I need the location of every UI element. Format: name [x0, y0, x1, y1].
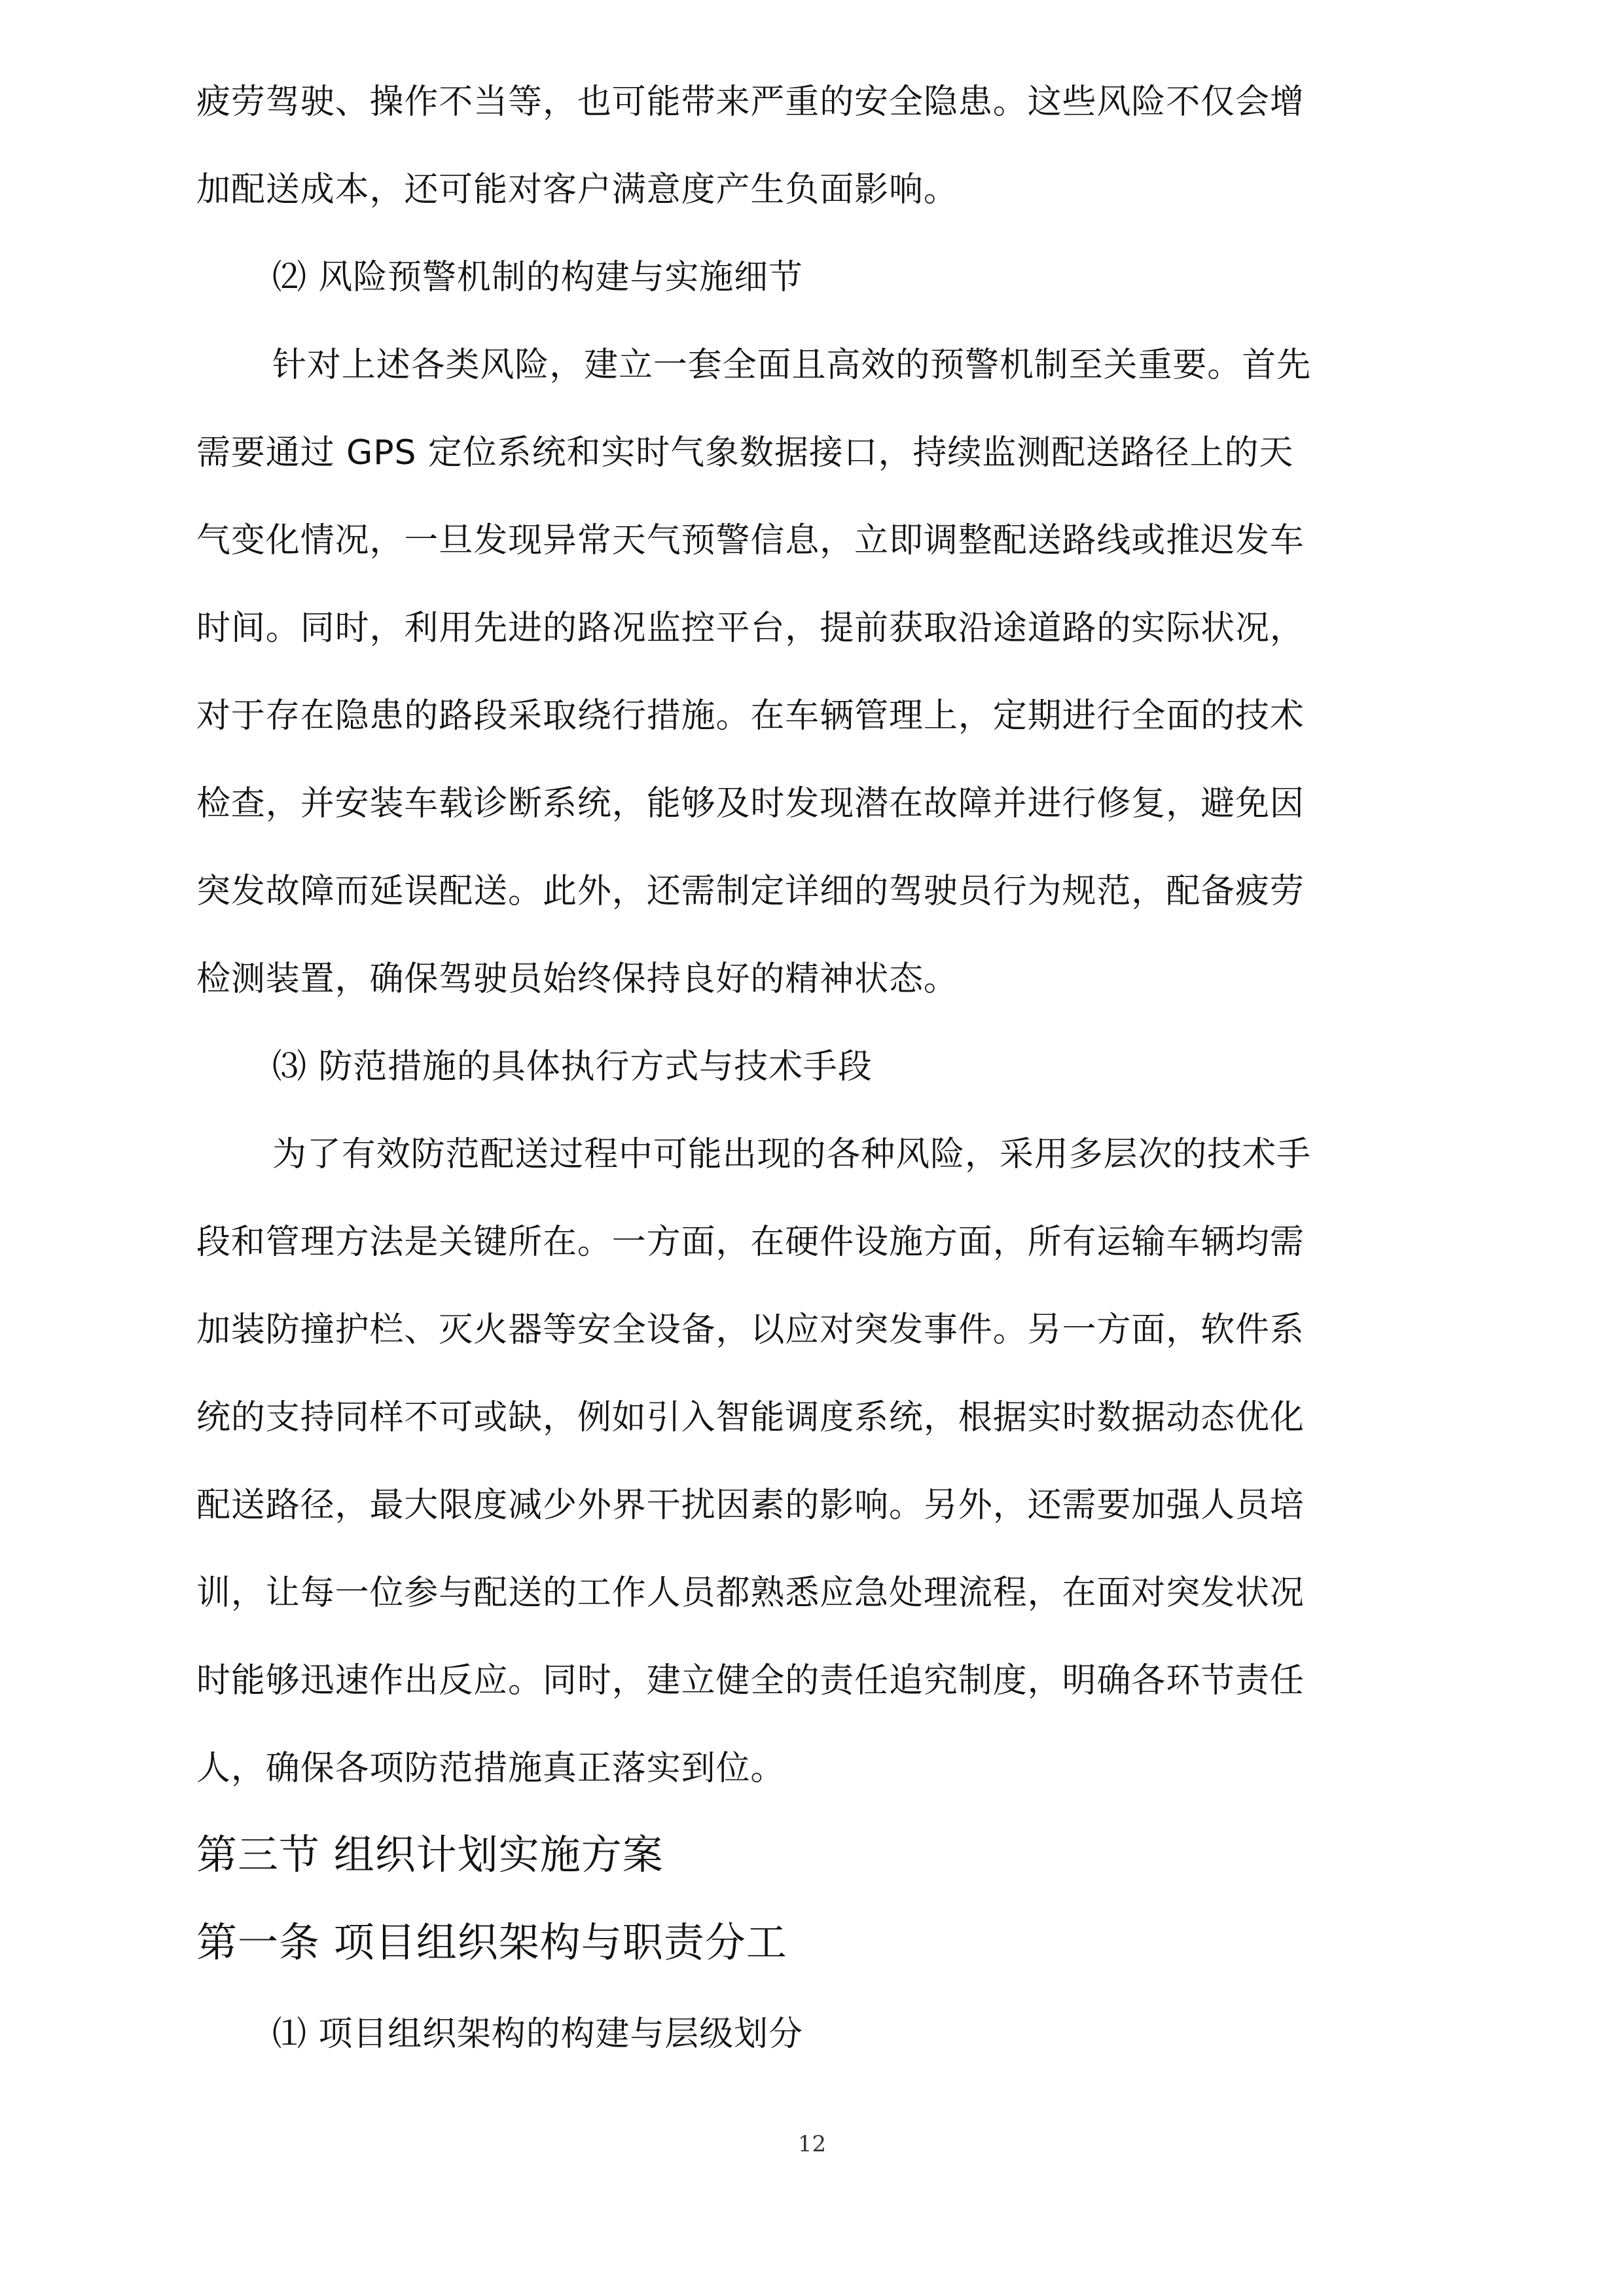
paragraph-line: 突发故障而延误配送。此外，还需制定详细的驾驶员行为规范，配备疲劳 — [196, 872, 1305, 911]
paragraph-line: 加配送成本，还可能对客户满意度产生负面影响。 — [196, 170, 958, 209]
paragraph-line: 疲劳驾驶、操作不当等，也可能带来严重的安全隐患。这些风险不仅会增 — [196, 82, 1305, 122]
paragraph-line: 配送路径，最大限度减少外界干扰因素的影响。另外，还需要加强人员培 — [196, 1486, 1305, 1525]
paragraph-line: 人，确保各项防范措施真正落实到位。 — [196, 1749, 785, 1788]
paragraph-line: 加装防撞护栏、灭火器等安全设备，以应对突发事件。另一方面，软件系 — [196, 1310, 1305, 1350]
page-number: 12 — [797, 2131, 827, 2157]
paragraph-line: 气变化情况，一旦发现异常天气预警信息，立即调整配送路线或推迟发车 — [196, 521, 1305, 560]
subheading: ⑴ 项目组织架构的构建与层级划分 — [272, 2015, 803, 2054]
paragraph-line: 为了有效防范配送过程中可能出现的各种风险，采用多层次的技术手 — [272, 1135, 1312, 1174]
subheading: ⑶ 防范措施的具体执行方式与技术手段 — [272, 1047, 873, 1086]
paragraph-line: 训，让每一位参与配送的工作人员都熟悉应急处理流程，在面对突发状况 — [196, 1573, 1305, 1613]
paragraph-line: 需要通过 GPS 定位系统和实时气象数据接口，持续监测配送路径上的天 — [196, 433, 1294, 473]
section-heading: 第三节 组织计划实施方案 — [196, 1831, 664, 1878]
paragraph-line: 统的支持同样不可或缺，例如引入智能调度系统，根据实时数据动态优化 — [196, 1398, 1305, 1437]
paragraph-line: 段和管理方法是关键所在。一方面，在硬件设施方面，所有运输车辆均需 — [196, 1223, 1305, 1262]
paragraph-line: 时间。同时，利用先进的路况监控平台，提前获取沿途道路的实际状况， — [196, 609, 1305, 648]
paragraph-line: 检查，并安装车载诊断系统，能够及时发现潜在故障并进行修复，避免因 — [196, 784, 1305, 823]
subheading: ⑵ 风险预警机制的构建与实施细节 — [272, 258, 803, 297]
paragraph-line: 时能够迅速作出反应。同时，建立健全的责任追究制度，明确各环节责任 — [196, 1661, 1305, 1700]
paragraph-line: 针对上述各类风险，建立一套全面且高效的预警机制至关重要。首先 — [272, 346, 1312, 385]
paragraph-line: 检测装置，确保驾驶员始终保持良好的精神状态。 — [196, 960, 958, 999]
article-heading: 第一条 项目组织架构与职责分工 — [196, 1918, 787, 1966]
paragraph-line: 对于存在隐患的路段采取绕行措施。在车辆管理上，定期进行全面的技术 — [196, 696, 1305, 736]
